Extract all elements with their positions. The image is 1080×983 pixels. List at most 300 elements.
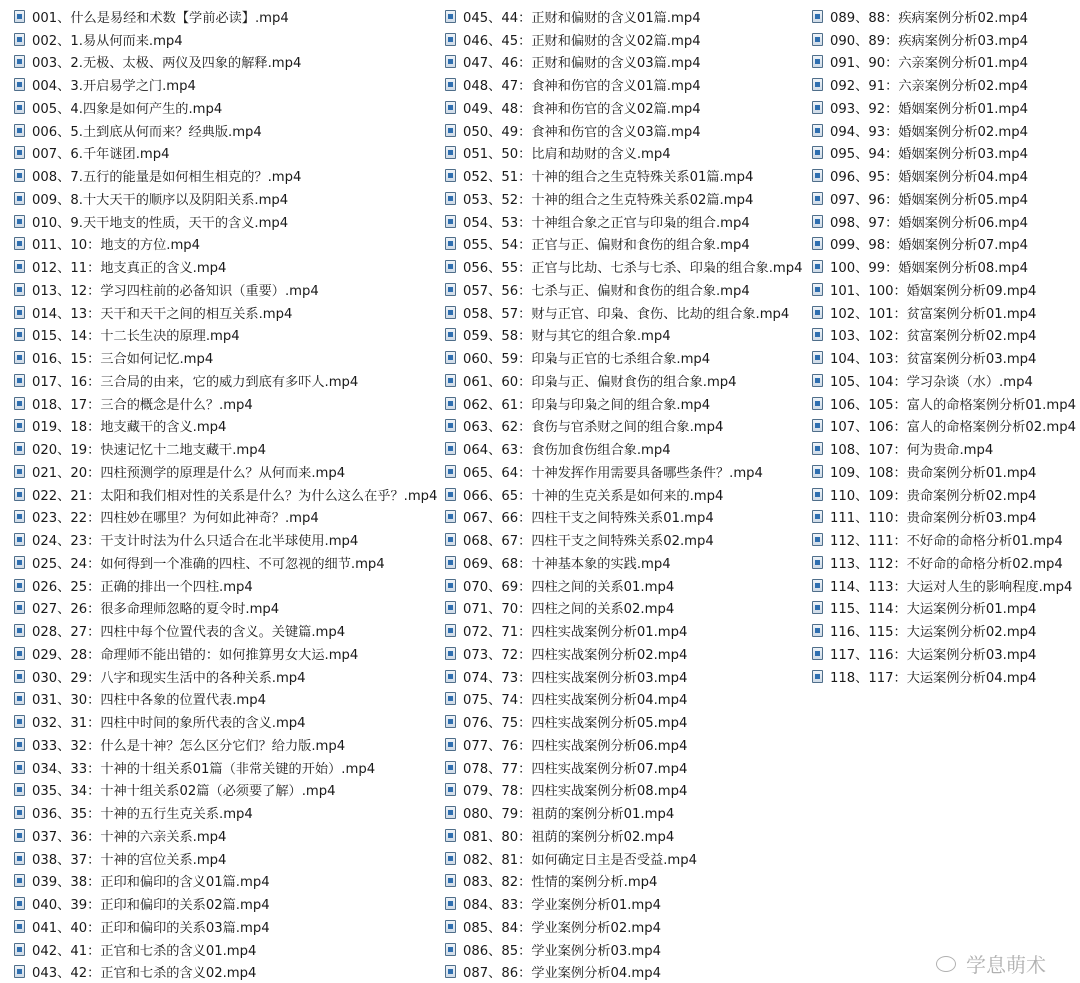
file-item[interactable] xyxy=(14,551,437,574)
file-item[interactable] xyxy=(445,142,803,165)
file-name: 105、104：学习杂谈（水）.mp4 xyxy=(830,371,1033,390)
video-file-icon xyxy=(14,55,25,68)
file-item[interactable] xyxy=(445,870,803,893)
file-name: 051、50：比肩和劫财的含义.mp4 xyxy=(463,143,671,162)
file-name: 020、19：快速记忆十二地支藏干.mp4 xyxy=(32,439,266,458)
file-item[interactable] xyxy=(14,164,437,187)
file-name: 027、26：很多命理师忽略的夏令时.mp4 xyxy=(32,598,279,617)
file-name: 077、76：四柱实战案例分析06.mp4 xyxy=(463,735,687,754)
video-file-icon xyxy=(445,283,456,296)
video-file-icon xyxy=(812,465,823,478)
file-item[interactable] xyxy=(812,506,1076,529)
video-file-icon xyxy=(445,579,456,592)
file-item[interactable] xyxy=(14,710,437,733)
file-item[interactable] xyxy=(812,301,1076,324)
file-item[interactable] xyxy=(14,756,437,779)
file-name: 107、106：富人的命格案例分析02.mp4 xyxy=(830,416,1076,435)
video-file-icon xyxy=(14,237,25,250)
file-item[interactable] xyxy=(812,324,1076,347)
video-file-icon xyxy=(812,351,823,364)
file-item[interactable] xyxy=(812,392,1076,415)
file-item[interactable] xyxy=(445,642,803,665)
file-name: 082、81：如何确定日主是否受益.mp4 xyxy=(463,849,697,868)
video-file-icon xyxy=(14,442,25,455)
video-file-icon xyxy=(445,374,456,387)
video-file-icon xyxy=(812,442,823,455)
video-file-icon xyxy=(14,510,25,523)
video-file-icon xyxy=(14,10,25,23)
file-item[interactable] xyxy=(14,119,437,142)
file-item[interactable] xyxy=(14,619,437,642)
file-item[interactable] xyxy=(812,346,1076,369)
video-file-icon xyxy=(14,215,25,228)
file-name: 102、101：贫富案例分析01.mp4 xyxy=(830,303,1036,322)
file-item[interactable] xyxy=(445,710,803,733)
video-file-icon xyxy=(445,397,456,410)
video-file-icon xyxy=(14,897,25,910)
file-item[interactable] xyxy=(445,938,803,961)
file-item[interactable] xyxy=(812,28,1076,51)
file-item[interactable] xyxy=(445,483,803,506)
file-name: 060、59：印枭与正官的七杀组合象.mp4 xyxy=(463,348,710,367)
file-name: 112、111：不好命的命格分析01.mp4 xyxy=(830,530,1063,549)
file-name: 103、102：贫富案例分析02.mp4 xyxy=(830,325,1036,344)
file-name: 010、9.天干地支的性质，天干的含义.mp4 xyxy=(32,212,288,231)
file-item[interactable] xyxy=(14,733,437,756)
video-file-icon xyxy=(445,55,456,68)
file-item[interactable] xyxy=(14,779,437,802)
file-item[interactable] xyxy=(445,619,803,642)
file-name: 053、52：十神的组合之生克特殊关系02篇.mp4 xyxy=(463,189,753,208)
file-item[interactable] xyxy=(812,483,1076,506)
file-item[interactable] xyxy=(14,870,437,893)
file-name: 076、75：四柱实战案例分析05.mp4 xyxy=(463,712,687,731)
file-name: 063、62：食伤与官杀财之间的组合象.mp4 xyxy=(463,416,723,435)
file-item[interactable] xyxy=(445,801,803,824)
file-name: 003、2.无极、太极、两仪及四象的解释.mp4 xyxy=(32,52,301,71)
file-name: 033、32：什么是十神？怎么区分它们？给力版.mp4 xyxy=(32,735,345,754)
file-item[interactable] xyxy=(812,51,1076,74)
video-file-icon xyxy=(14,33,25,46)
file-item[interactable] xyxy=(445,164,803,187)
file-name: 050、49：食神和伤官的含义03篇.mp4 xyxy=(463,121,701,140)
video-file-icon xyxy=(812,78,823,91)
file-name: 040、39：正印和偏印的关系02篇.mp4 xyxy=(32,894,270,913)
file-item[interactable] xyxy=(14,688,437,711)
video-file-icon xyxy=(14,920,25,933)
file-name: 079、78：四柱实战案例分析08.mp4 xyxy=(463,780,687,799)
file-item[interactable] xyxy=(14,51,437,74)
file-name: 110、109：贵命案例分析02.mp4 xyxy=(830,485,1036,504)
file-item[interactable] xyxy=(445,369,803,392)
video-file-icon xyxy=(812,670,823,683)
file-item[interactable] xyxy=(812,96,1076,119)
file-item[interactable] xyxy=(14,597,437,620)
file-name: 035、34：十神十组关系02篇（必须要了解）.mp4 xyxy=(32,780,336,799)
video-file-icon xyxy=(14,579,25,592)
video-file-icon xyxy=(445,260,456,273)
video-file-icon xyxy=(812,328,823,341)
file-name: 097、96：婚姻案例分析05.mp4 xyxy=(830,189,1028,208)
file-item[interactable] xyxy=(445,51,803,74)
file-name: 070、69：四柱之间的关系01.mp4 xyxy=(463,576,674,595)
video-file-icon xyxy=(445,101,456,114)
video-file-icon xyxy=(812,283,823,296)
file-name: 092、91：六亲案例分析02.mp4 xyxy=(830,75,1028,94)
file-item[interactable] xyxy=(812,210,1076,233)
file-item[interactable] xyxy=(812,574,1076,597)
file-name: 118、117：大运案例分析04.mp4 xyxy=(830,667,1036,686)
video-file-icon xyxy=(14,761,25,774)
file-item[interactable] xyxy=(445,187,803,210)
file-item[interactable] xyxy=(445,278,803,301)
video-file-icon xyxy=(812,215,823,228)
file-name: 052、51：十神的组合之生克特殊关系01篇.mp4 xyxy=(463,166,753,185)
file-item[interactable] xyxy=(14,483,437,506)
video-file-icon xyxy=(14,533,25,546)
file-item[interactable] xyxy=(445,415,803,438)
video-file-icon xyxy=(445,761,456,774)
file-item[interactable] xyxy=(445,665,803,688)
file-item[interactable] xyxy=(445,346,803,369)
file-item[interactable] xyxy=(445,733,803,756)
file-item[interactable] xyxy=(812,187,1076,210)
file-name: 075、74：四柱实战案例分析04.mp4 xyxy=(463,689,687,708)
file-item[interactable] xyxy=(14,73,437,96)
file-item[interactable] xyxy=(14,460,437,483)
file-name: 116、115：大运案例分析02.mp4 xyxy=(830,621,1036,640)
file-item[interactable] xyxy=(14,528,437,551)
video-file-icon xyxy=(812,10,823,23)
file-item[interactable] xyxy=(812,415,1076,438)
file-item[interactable] xyxy=(14,892,437,915)
video-file-icon xyxy=(445,943,456,956)
file-name: 086、85：学业案例分析03.mp4 xyxy=(463,940,661,959)
file-name: 016、15：三合如何记忆.mp4 xyxy=(32,348,213,367)
file-name: 068、67：四柱干支之间特殊关系02.mp4 xyxy=(463,530,714,549)
file-name: 067、66：四柱干支之间特殊关系01.mp4 xyxy=(463,507,714,526)
file-name: 057、56：七杀与正、偏财和食伤的组合象.mp4 xyxy=(463,280,750,299)
file-item[interactable] xyxy=(14,392,437,415)
file-item[interactable] xyxy=(14,301,437,324)
file-name: 073、72：四柱实战案例分析02.mp4 xyxy=(463,644,687,663)
file-item[interactable] xyxy=(14,437,437,460)
file-item[interactable] xyxy=(445,460,803,483)
file-name: 114、113：大运对人生的影响程度.mp4 xyxy=(830,576,1072,595)
video-file-icon xyxy=(812,306,823,319)
file-name: 019、18：地支藏干的含义.mp4 xyxy=(32,416,226,435)
file-item[interactable] xyxy=(445,119,803,142)
video-file-icon xyxy=(445,852,456,865)
file-item[interactable] xyxy=(812,369,1076,392)
file-name: 047、46：正财和偏财的含义03篇.mp4 xyxy=(463,52,701,71)
video-file-icon xyxy=(445,601,456,614)
file-item[interactable] xyxy=(812,255,1076,278)
file-name: 021、20：四柱预测学的原理是什么？从何而来.mp4 xyxy=(32,462,345,481)
video-file-icon xyxy=(812,419,823,432)
file-item[interactable] xyxy=(812,164,1076,187)
video-file-icon xyxy=(812,237,823,250)
file-name: 066、65：十神的生克关系是如何来的.mp4 xyxy=(463,485,723,504)
video-file-icon xyxy=(445,169,456,182)
file-name: 034、33：十神的十组关系01篇（非常关键的开始）.mp4 xyxy=(32,758,375,777)
video-file-icon xyxy=(812,556,823,569)
file-name: 056、55：正官与比劫、七杀与七杀、印枭的组合象.mp4 xyxy=(463,257,803,276)
file-item[interactable] xyxy=(14,824,437,847)
file-name: 096、95：婚姻案例分析04.mp4 xyxy=(830,166,1028,185)
file-name: 008、7.五行的能量是如何相生相克的？.mp4 xyxy=(32,166,301,185)
file-item[interactable] xyxy=(445,301,803,324)
file-name: 042、41：正官和七杀的含义01.mp4 xyxy=(32,940,256,959)
file-item[interactable] xyxy=(14,233,437,256)
file-item[interactable] xyxy=(445,528,803,551)
file-name: 100、99：婚姻案例分析08.mp4 xyxy=(830,257,1028,276)
file-name: 081、80：祖荫的案例分析02.mp4 xyxy=(463,826,674,845)
file-item[interactable] xyxy=(14,642,437,665)
file-item[interactable] xyxy=(14,415,437,438)
file-item[interactable] xyxy=(445,255,803,278)
file-name: 087、86：学业案例分析04.mp4 xyxy=(463,962,661,981)
file-name: 113、112：不好命的命格分析02.mp4 xyxy=(830,553,1063,572)
file-item[interactable] xyxy=(812,437,1076,460)
file-item[interactable] xyxy=(14,346,437,369)
file-item[interactable] xyxy=(812,597,1076,620)
file-name: 039、38：正印和偏印的含义01篇.mp4 xyxy=(32,871,270,890)
file-name: 078、77：四柱实战案例分析07.mp4 xyxy=(463,758,687,777)
file-item[interactable] xyxy=(445,233,803,256)
video-file-icon xyxy=(812,169,823,182)
video-file-icon xyxy=(812,579,823,592)
file-name: 029、28：命理师不能出错的：如何推算男女大运.mp4 xyxy=(32,644,358,663)
file-column-2 xyxy=(445,5,803,983)
file-item[interactable] xyxy=(812,460,1076,483)
video-file-icon xyxy=(445,124,456,137)
file-item[interactable] xyxy=(445,28,803,51)
video-file-icon xyxy=(445,328,456,341)
video-file-icon xyxy=(812,488,823,501)
file-name: 017、16：三合局的由来，它的威力到底有多吓人.mp4 xyxy=(32,371,358,390)
file-item[interactable] xyxy=(812,665,1076,688)
file-name: 018、17：三合的概念是什么？.mp4 xyxy=(32,394,253,413)
file-item[interactable] xyxy=(14,210,437,233)
video-file-icon xyxy=(14,738,25,751)
file-item[interactable] xyxy=(14,574,437,597)
file-item[interactable] xyxy=(14,847,437,870)
video-file-icon xyxy=(14,829,25,842)
file-name: 074、73：四柱实战案例分析03.mp4 xyxy=(463,667,687,686)
file-name: 038、37：十神的宫位关系.mp4 xyxy=(32,849,226,868)
file-name: 022、21：太阳和我们相对性的关系是什么？为什么这么在乎？.mp4 xyxy=(32,485,437,504)
file-name: 028、27：四柱中每个位置代表的含义。关键篇.mp4 xyxy=(32,621,345,640)
file-column-1 xyxy=(14,5,437,983)
file-item[interactable] xyxy=(445,5,803,28)
file-name: 045、44：正财和偏财的含义01篇.mp4 xyxy=(463,7,701,26)
file-item[interactable] xyxy=(445,915,803,938)
file-name: 024、23：干支计时法为什么只适合在北半球使用.mp4 xyxy=(32,530,358,549)
video-file-icon xyxy=(14,624,25,637)
file-name: 117、116：大运案例分析03.mp4 xyxy=(830,644,1036,663)
file-name: 031、30：四柱中各象的位置代表.mp4 xyxy=(32,689,266,708)
file-item[interactable] xyxy=(812,73,1076,96)
file-name: 041、40：正印和偏印的关系03篇.mp4 xyxy=(32,917,270,936)
file-name: 064、63：食伤加食伤组合象.mp4 xyxy=(463,439,671,458)
file-item[interactable] xyxy=(445,688,803,711)
video-file-icon xyxy=(445,874,456,887)
file-item[interactable] xyxy=(14,96,437,119)
file-item[interactable] xyxy=(812,278,1076,301)
file-item[interactable] xyxy=(812,619,1076,642)
file-item[interactable] xyxy=(14,938,437,961)
file-item[interactable] xyxy=(812,551,1076,574)
file-name: 055、54：正官与正、偏财和食伤的组合象.mp4 xyxy=(463,234,750,253)
video-file-icon xyxy=(445,10,456,23)
file-name: 104、103：贫富案例分析03.mp4 xyxy=(830,348,1036,367)
file-name: 108、107：何为贵命.mp4 xyxy=(830,439,993,458)
file-name: 007、6.千年谜团.mp4 xyxy=(32,143,170,162)
video-file-icon xyxy=(445,465,456,478)
video-file-icon xyxy=(812,124,823,137)
file-item[interactable] xyxy=(445,574,803,597)
video-file-icon xyxy=(445,738,456,751)
file-item[interactable] xyxy=(445,96,803,119)
video-file-icon xyxy=(14,488,25,501)
file-item[interactable] xyxy=(14,915,437,938)
video-file-icon xyxy=(445,624,456,637)
file-item[interactable] xyxy=(14,278,437,301)
video-file-icon xyxy=(812,601,823,614)
file-name: 090、89：疾病案例分析03.mp4 xyxy=(830,30,1028,49)
video-file-icon xyxy=(445,715,456,728)
file-name: 002、1.易从何而来.mp4 xyxy=(32,30,183,49)
file-item[interactable] xyxy=(812,528,1076,551)
file-name: 023、22：四柱妙在哪里？为何如此神奇？.mp4 xyxy=(32,507,319,526)
file-item[interactable] xyxy=(14,324,437,347)
file-item[interactable] xyxy=(14,142,437,165)
file-item[interactable] xyxy=(14,187,437,210)
file-item[interactable] xyxy=(445,756,803,779)
file-name: 065、64：十神发挥作用需要具备哪些条件？.mp4 xyxy=(463,462,763,481)
video-file-icon xyxy=(445,351,456,364)
video-file-icon xyxy=(14,943,25,956)
file-name: 101、100：婚姻案例分析09.mp4 xyxy=(830,280,1036,299)
video-file-icon xyxy=(14,169,25,182)
file-item[interactable] xyxy=(445,824,803,847)
video-file-icon xyxy=(14,465,25,478)
file-name: 032、31：四柱中时间的象所代表的含义.mp4 xyxy=(32,712,306,731)
video-file-icon xyxy=(812,55,823,68)
file-name: 061、60：印枭与正、偏财食伤的组合象.mp4 xyxy=(463,371,737,390)
file-item[interactable] xyxy=(445,506,803,529)
file-name: 062、61：印枭与印枭之间的组合象.mp4 xyxy=(463,394,710,413)
file-item[interactable] xyxy=(14,255,437,278)
file-name: 049、48：食神和伤官的含义02篇.mp4 xyxy=(463,98,701,117)
file-name: 025、24：如何得到一个准确的四柱、不可忽视的细节.mp4 xyxy=(32,553,385,572)
video-file-icon xyxy=(445,442,456,455)
file-item[interactable] xyxy=(445,597,803,620)
video-file-icon xyxy=(445,783,456,796)
video-file-icon xyxy=(812,374,823,387)
video-file-icon xyxy=(14,78,25,91)
video-file-icon xyxy=(445,78,456,91)
file-item[interactable] xyxy=(14,5,437,28)
video-file-icon xyxy=(812,510,823,523)
video-file-icon xyxy=(14,260,25,273)
video-file-icon xyxy=(445,920,456,933)
file-name: 095、94：婚姻案例分析03.mp4 xyxy=(830,143,1028,162)
file-item[interactable] xyxy=(812,142,1076,165)
file-name: 006、5.土到底从何而来？经典版.mp4 xyxy=(32,121,262,140)
file-item[interactable] xyxy=(445,210,803,233)
file-name: 080、79：祖荫的案例分析01.mp4 xyxy=(463,803,674,822)
video-file-icon xyxy=(812,624,823,637)
file-item[interactable] xyxy=(445,847,803,870)
file-name: 036、35：十神的五行生克关系.mp4 xyxy=(32,803,253,822)
file-item[interactable] xyxy=(812,119,1076,142)
video-file-icon xyxy=(445,192,456,205)
video-file-icon xyxy=(14,351,25,364)
file-name: 109、108：贵命案例分析01.mp4 xyxy=(830,462,1036,481)
file-item[interactable] xyxy=(445,551,803,574)
video-file-icon xyxy=(445,306,456,319)
file-item[interactable] xyxy=(445,892,803,915)
video-file-icon xyxy=(14,601,25,614)
file-name: 085、84：学业案例分析02.mp4 xyxy=(463,917,661,936)
video-file-icon xyxy=(445,215,456,228)
video-file-icon xyxy=(445,488,456,501)
file-name: 011、10：地支的方位.mp4 xyxy=(32,234,200,253)
video-file-icon xyxy=(445,419,456,432)
video-file-icon xyxy=(445,647,456,660)
file-name: 058、57：财与正官、印枭、食伤、比劫的组合象.mp4 xyxy=(463,303,789,322)
file-name: 004、3.开启易学之门.mp4 xyxy=(32,75,196,94)
file-item[interactable] xyxy=(445,779,803,802)
file-name: 005、4.四象是如何产生的.mp4 xyxy=(32,98,222,117)
video-file-icon xyxy=(445,146,456,159)
file-item[interactable] xyxy=(14,801,437,824)
video-file-icon xyxy=(14,806,25,819)
file-item[interactable] xyxy=(14,506,437,529)
file-item[interactable] xyxy=(812,5,1076,28)
video-file-icon xyxy=(14,146,25,159)
file-item[interactable] xyxy=(445,324,803,347)
file-item[interactable] xyxy=(812,233,1076,256)
file-item[interactable] xyxy=(812,642,1076,665)
video-file-icon xyxy=(14,692,25,705)
file-name: 026、25：正确的排出一个四柱.mp4 xyxy=(32,576,253,595)
file-name: 115、114：大运案例分析01.mp4 xyxy=(830,598,1036,617)
file-name: 083、82：性情的案例分析.mp4 xyxy=(463,871,657,890)
file-item[interactable] xyxy=(14,665,437,688)
file-item[interactable] xyxy=(445,73,803,96)
file-item[interactable] xyxy=(445,392,803,415)
video-file-icon xyxy=(445,897,456,910)
video-file-icon xyxy=(812,33,823,46)
video-file-icon xyxy=(445,510,456,523)
wechat-icon xyxy=(936,956,956,972)
video-file-icon xyxy=(812,533,823,546)
file-name: 089、88：疾病案例分析02.mp4 xyxy=(830,7,1028,26)
file-name: 069、68：十神基本象的实践.mp4 xyxy=(463,553,671,572)
file-item[interactable] xyxy=(14,369,437,392)
video-file-icon xyxy=(812,101,823,114)
video-file-icon xyxy=(14,374,25,387)
file-name: 059、58：财与其它的组合象.mp4 xyxy=(463,325,671,344)
file-item[interactable] xyxy=(445,437,803,460)
file-name: 037、36：十神的六亲关系.mp4 xyxy=(32,826,226,845)
file-item[interactable] xyxy=(14,28,437,51)
file-name: 084、83：学业案例分析01.mp4 xyxy=(463,894,661,913)
video-file-icon xyxy=(812,397,823,410)
